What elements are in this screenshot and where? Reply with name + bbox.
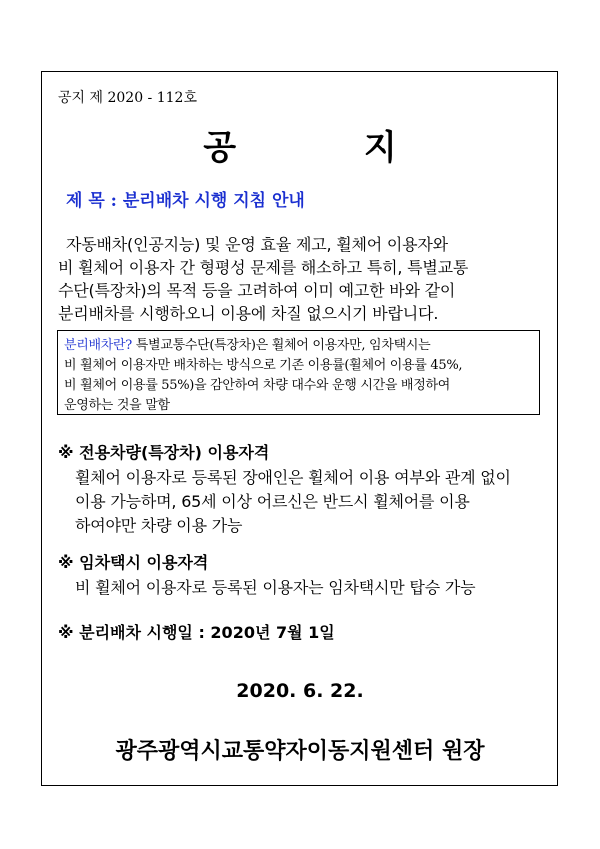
notice-frame <box>41 71 558 786</box>
body-line: 자동배차(인공지능) 및 운영 효율 제고, 휠체어 이용자와 <box>66 235 448 254</box>
section-heading-dedicated-vehicle: ※ 전용차량(특장차) 이용자격 <box>58 443 270 462</box>
definition-line: 운영하는 것을 말함 <box>64 398 170 413</box>
subject-line: 제 목 : 분리배차 시행 지침 안내 <box>66 191 305 211</box>
body-line: 비 휠체어 이용자 간 형평성 문제를 해소하고 특히, 특별교통 <box>58 258 469 277</box>
issuing-organization: 광주광역시교통약자이동지원센터 원장 <box>115 739 485 764</box>
definition-text: 특별교통수단(특장차)은 휠체어 이용자만, 임차택시는 <box>131 338 431 353</box>
section-body-line: 휠체어 이용자로 등록된 장애인은 휠체어 이용 여부와 관계 없이 <box>75 468 511 487</box>
page-title: 공 지 <box>203 128 455 168</box>
section-body-line: 비 휠체어 이용자로 등록된 이용자는 임차택시만 탑승 가능 <box>75 578 476 597</box>
definition-line: 비 휠체어 이용자만 배차하는 방식으로 기존 이용률(휠체어 이용률 45%, <box>64 358 463 373</box>
definition-term: 분리배차란? <box>64 338 132 353</box>
definition-line: 비 휠체어 이용률 55%)을 감안하여 차량 대수와 운행 시간을 배정하여 <box>64 378 450 393</box>
definition-line <box>64 334 430 353</box>
section-body-line: 하여야만 차량 이용 가능 <box>75 516 243 535</box>
body-line: 분리배차를 시행하오니 이용에 차질 없으시기 바랍니다. <box>58 304 439 323</box>
notice-date: 2020. 6. 22. <box>236 680 364 702</box>
body-line: 수단(특장차)의 목적 등을 고려하여 이미 예고한 바와 같이 <box>58 281 456 300</box>
notice-number: 공지 제 2020 - 112호 <box>58 90 197 106</box>
section-heading-rental-taxi: ※ 임차택시 이용자격 <box>58 553 209 572</box>
start-date-line: ※ 분리배차 시행일 : 2020년 7월 1일 <box>58 623 335 642</box>
section-body-line: 이용 가능하며, 65세 이상 어르신은 반드시 휠체어를 이용 <box>75 492 470 511</box>
